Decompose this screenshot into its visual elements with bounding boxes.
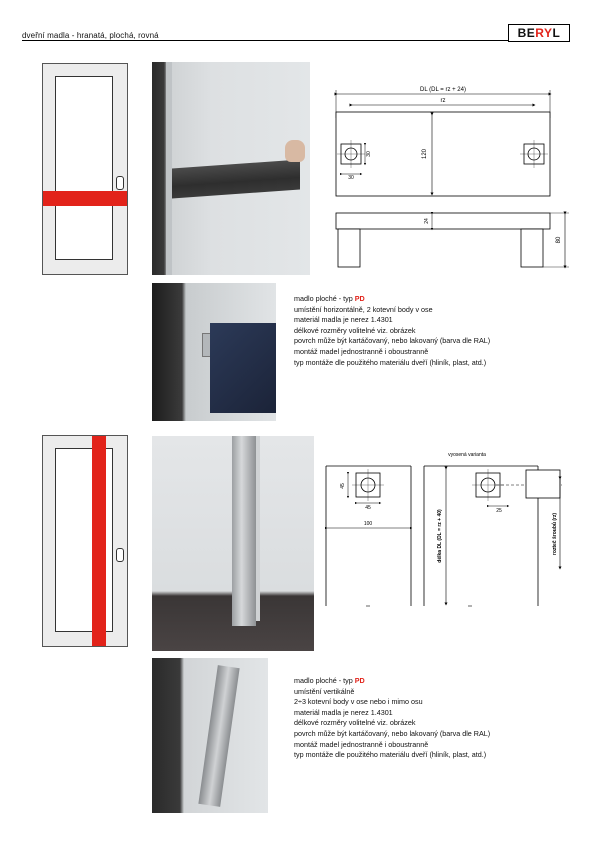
dim-80: 80	[556, 236, 562, 244]
door-handle-knob	[116, 548, 124, 562]
photo-handle-mount-detail	[152, 283, 276, 421]
dim-120: 120	[422, 148, 428, 160]
beryl-logo: BE RY L	[508, 24, 570, 42]
dim-rz-label: rz	[440, 98, 446, 104]
dim-rz-label-vertical: rozteč šroubů (rz)	[552, 512, 558, 556]
spec-line: délkové rozměry volitelné viz. obrázek	[294, 718, 416, 728]
handle-position-marker	[43, 191, 127, 206]
spec-line: montáž madel jednostranně i oboustranně	[294, 346, 429, 356]
door-diagram-vertical	[42, 435, 128, 647]
side-post-left	[338, 229, 360, 267]
dim-45-horizontal: 45	[365, 505, 371, 511]
spec-line: materiál madla je nerez 1.4301	[294, 707, 393, 717]
dim-length-label: délka DL (DL = rz + 40)	[437, 509, 443, 563]
stainless-flat-handle	[172, 160, 300, 199]
dim-45-vertical: 45	[340, 483, 346, 489]
door-diagram-horizontal	[42, 63, 128, 275]
photo-vertical-handle-detail	[152, 658, 268, 813]
handle-bar-end	[210, 323, 276, 413]
spec-line: povrch může být kartáčovaný, nebo lakovaný (barva dle RAL)	[294, 728, 491, 738]
dim-100: 100	[363, 521, 373, 527]
hand	[285, 140, 305, 162]
type-line: madlo ploché - typ PD	[294, 676, 365, 685]
technical-drawing-vertical	[318, 448, 575, 620]
description-horizontal	[294, 294, 584, 368]
door-glass-panel	[55, 76, 113, 260]
description-vertical	[294, 676, 584, 761]
spec-line: umístění vertikálně	[294, 686, 355, 696]
technical-drawing-horizontal	[320, 80, 575, 275]
side-post-right	[521, 229, 543, 267]
spec-line: typ montáže dle použitého materiálu dveří (hliník, plast, atd.)	[294, 750, 487, 760]
spec-line: 2÷3 kotevní body v ose nebo i mimo osu	[294, 697, 423, 707]
handle-position-marker	[92, 436, 106, 646]
spec-line: montáž madel jednostranně i oboustranně	[294, 739, 429, 749]
spec-line: délkové rozměry volitelné viz. obrázek	[294, 325, 416, 335]
handle-side-profile	[526, 470, 560, 498]
spec-line: povrch může být kartáčovaný, nebo lakovaný (barva dle RAL)	[294, 336, 491, 346]
handle-side-view-bar	[336, 213, 550, 229]
spec-line: materiál madla je nerez 1.4301	[294, 315, 393, 325]
dim-dl-label: DL (DL = rz + 24)	[420, 87, 466, 93]
type-line: madlo ploché - typ PD	[294, 294, 365, 303]
stainless-vertical-handle-bar	[232, 436, 256, 626]
door-handle-knob	[116, 176, 124, 190]
header-rule	[22, 40, 570, 41]
variant-label: vyosená varianta	[448, 452, 486, 458]
dim-30-vertical: 30	[366, 151, 372, 157]
spec-line: umístění horizontálně, 2 kotevní body v ose	[294, 304, 433, 314]
photo-vertical-handle	[152, 436, 314, 651]
dim-25: 25	[496, 508, 502, 514]
dim-24: 24	[424, 218, 430, 224]
dim-30-horizontal: 30	[348, 175, 354, 181]
handle-bar-angled	[198, 665, 239, 807]
spec-line: typ montáže dle použitého materiálu dveří (hliník, plast, atd.)	[294, 357, 487, 367]
photo-horizontal-handle	[152, 62, 310, 275]
page-title: dveřní madla - hranatá, plochá, rovná	[22, 31, 159, 40]
